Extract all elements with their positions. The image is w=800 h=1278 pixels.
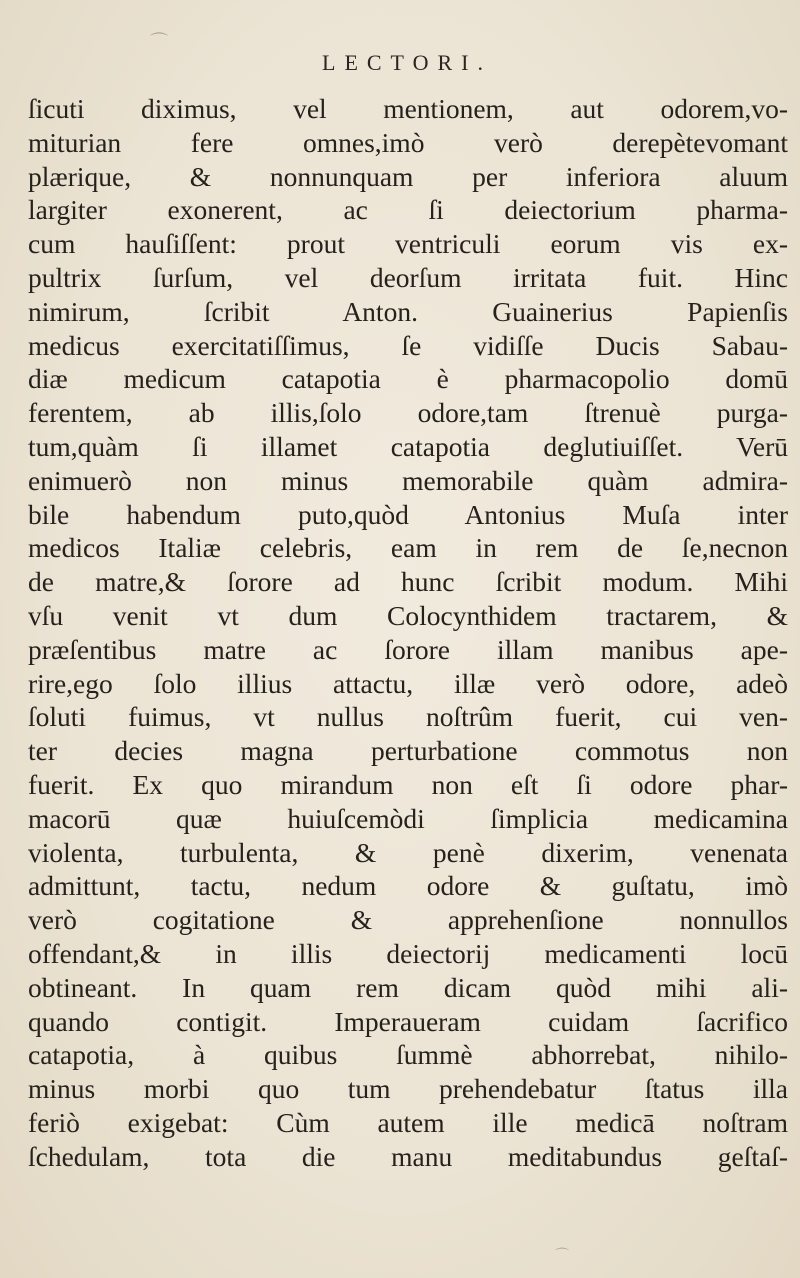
text-line: medicos Italiæ celebris, eam in rem de ſe,necnon [28, 532, 788, 564]
text-line: violenta, turbulenta, & penè dixerim, venenata [28, 836, 788, 868]
text-line: admittunt, tactu, nedum odore & guſtatu, imò [28, 870, 788, 902]
text-line: ſicuti diximus, vel mentionem, aut odorem,vo- [28, 93, 788, 124]
text-line: minus morbi quo tum prehendebatur ſtatus illa [28, 1073, 788, 1105]
text-line: nimirum, ſcribit Anton. Guainerius Papienſis [28, 295, 788, 327]
running-head: LECTORI. [322, 50, 492, 75]
text-line: de matre,& ſorore ad hunc ſcribit modum. Mihi [28, 566, 788, 598]
text-line: obtineant. In quam rem dicam quòd mihi ali- [28, 971, 788, 1003]
text-line: diæ medicum catapotia è pharmacopolio domū [28, 363, 788, 395]
text-line: verò cogitatione & apprehenſione nonnullos [28, 904, 788, 936]
text-line: ferentem, ab illis,ſolo odore,tam ſtrenuè purga- [28, 397, 788, 429]
text-line: ter decies magna perturbatione commotus non [28, 735, 788, 767]
body-text [28, 92, 788, 1174]
text-line: pultrix ſurſum, vel deorſum irritata fuit. Hinc [28, 261, 788, 293]
text-line: bile habendum puto,quòd Antonius Muſa inter [28, 498, 788, 530]
text-line: enimuerò non minus memorabile quàm admira- [28, 464, 788, 496]
page-bleed-mark: ⌒ [555, 1248, 569, 1264]
page-blemish-mark: ⌒ [150, 32, 168, 53]
text-line: vſu venit vt dum Colocynthidem tractarem, & [28, 599, 788, 631]
text-line: largiter exonerent, ac ſi deiectorium pharma- [28, 194, 788, 226]
text-line: ſoluti fuimus, vt nullus noſtrûm fuerit, cui ven- [28, 701, 788, 733]
text-line: tum,quàm ſi illamet catapotia deglutiuiſſet. Verū [28, 430, 788, 462]
text-line: fuerit. Ex quo mirandum non eſt ſi odore phar- [28, 768, 788, 800]
text-line: rire,ego ſolo illius attactu, illæ verò odore, adeò [28, 667, 788, 699]
text-line: ſchedulam, tota die manu meditabundus geſtaſ- [28, 1140, 788, 1172]
text-line: miturian fere omnes,imò verò derepètevomant [28, 126, 788, 158]
text-line: macorū quæ huiuſcemòdi ſimplicia medicamina [28, 802, 788, 834]
text-line: feriò exigebat: Cùm autem ille medicā noſtram [28, 1106, 788, 1138]
text-line: offendant,& in illis deiectorij medicamenti locū [28, 937, 788, 969]
text-line: catapotia, à quibus ſummè abhorrebat, nihilo- [28, 1039, 788, 1071]
text-line: præſentibus matre ac ſorore illam manibus ape- [28, 633, 788, 665]
text-line: quando contigit. Imperaueram cuidam ſacrifico [28, 1005, 788, 1037]
text-line: medicus exercitatiſſimus, ſe vidiſſe Ducis Sabau- [28, 329, 788, 361]
text-line: plærique, & nonnunquam per inferiora aluum [28, 160, 788, 192]
text-line: cum hauſiſſent: prout ventriculi eorum vis ex- [28, 228, 788, 260]
